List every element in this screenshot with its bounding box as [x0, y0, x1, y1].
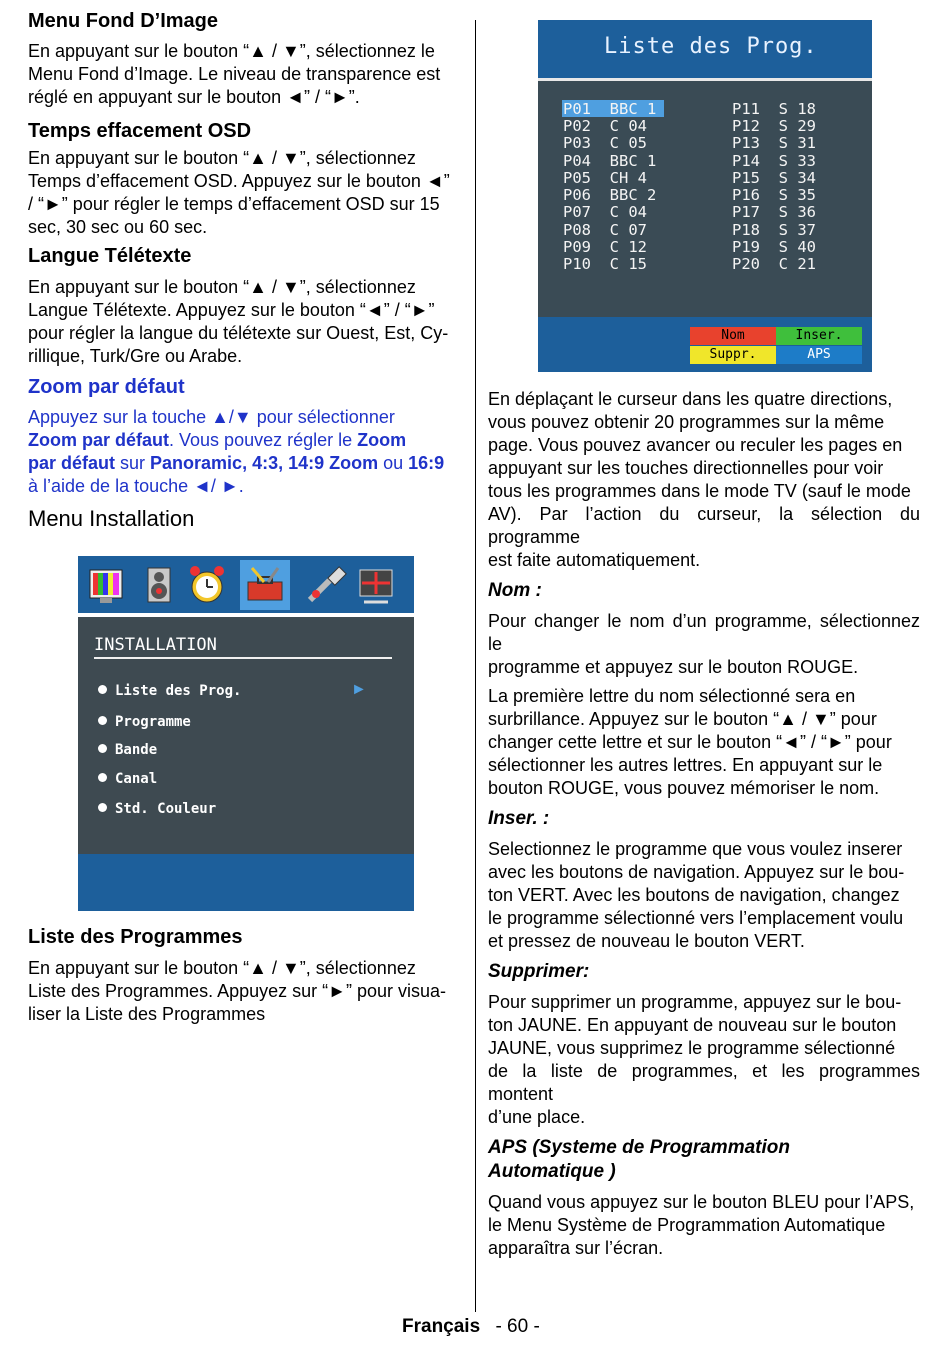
program-row[interactable]: P01 BBC 1 — [563, 100, 657, 118]
text-line: Langue Télétexte. Appuyez sur le bouton “◄” / “►” — [28, 300, 435, 320]
program-row[interactable]: P04 BBC 1 — [563, 152, 657, 170]
bullet-icon — [98, 803, 107, 812]
section-title-aps-2: Automatique ) — [488, 1161, 616, 1182]
text-line — [28, 429, 462, 452]
text-line: ton JAUNE. En appuyant de nouveau sur le bouton — [488, 1015, 897, 1035]
nom-button[interactable]: Nom — [690, 327, 776, 345]
text-line: Liste des Programmes. Appuyez sur “►” pour visua- — [28, 981, 446, 1001]
menu-item-programme[interactable] — [98, 714, 191, 730]
connector-icon[interactable] — [304, 562, 350, 608]
program-row[interactable]: P08 C 07 — [563, 221, 647, 239]
menu-footer-bar — [78, 854, 414, 911]
text-line: sec, 30 sec ou 60 sec. — [28, 217, 208, 237]
text-fragment: . Vous pouvez régler le — [169, 430, 358, 450]
text-line: Appuyez sur la touche ▲/▼ pour sélectionner — [28, 407, 395, 427]
program-row[interactable]: P14 S 33 — [732, 152, 816, 170]
text-line: surbrillance. Appuyez sur le bouton “▲ / ▼” pour — [488, 709, 877, 729]
text-line: Temps d’effacement OSD. Appuyez sur le bouton ◄” — [28, 171, 450, 191]
zoom-options: Panoramic, 4:3, 14:9 Zoom — [150, 453, 379, 473]
program-row[interactable]: P15 S 34 — [732, 169, 816, 187]
section-title-aps-1: APS (Systeme de Programmation — [488, 1137, 790, 1158]
text-line: de la liste de programmes, et les programmes montent — [488, 1061, 920, 1104]
bullet-icon — [98, 773, 107, 782]
program-row[interactable]: P10 C 15 — [563, 255, 647, 273]
program-row[interactable]: P02 C 04 — [563, 117, 647, 135]
text-line: réglé en appuyant sur le bouton ◄” / “►”. — [28, 87, 360, 107]
menu-item-bande[interactable] — [98, 742, 157, 758]
text-line: Selectionnez le programme que vous voulez inserer — [488, 839, 903, 859]
inser-paragraph — [488, 838, 920, 953]
text-line: pour régler la langue du télétexte sur Ouest, Est, Cy- — [28, 323, 449, 343]
tv-cross-icon[interactable] — [354, 562, 400, 608]
nom-paragraph-2 — [488, 685, 920, 800]
text-line: En appuyant sur le bouton “▲ / ▼”, sélectionnez — [28, 277, 416, 297]
text-line — [28, 452, 462, 475]
program-row[interactable]: P07 C 04 — [563, 203, 647, 221]
footer-page-number: - 60 - — [495, 1316, 540, 1337]
text-line: page. Vous pouvez avancer ou reculer les pages en — [488, 435, 903, 455]
text-fragment: ou — [378, 453, 409, 473]
menu-item-label: Canal — [115, 771, 158, 787]
text-line: le Menu Système de Programmation Automatique — [488, 1215, 886, 1235]
header-separator — [538, 78, 872, 81]
program-row[interactable]: P09 C 12 — [563, 238, 647, 256]
text-line: bouton ROUGE, vous pouvez mémoriser le nom. — [488, 778, 880, 798]
installation-icon-bar — [78, 556, 414, 613]
text-line: sélectionner les autres lettres. En appuyant sur le — [488, 755, 883, 775]
menu-item-label: Bande — [115, 742, 158, 758]
right-column-text — [488, 388, 920, 1260]
menu-item-liste-prog[interactable] — [98, 683, 241, 699]
text-line: Pour changer le nom d’un programme, sélectionnez le — [488, 611, 920, 654]
program-row[interactable]: P06 BBC 2 — [563, 186, 657, 204]
section-title-installation: Menu Installation — [28, 506, 195, 531]
program-row[interactable]: P16 S 35 — [732, 186, 816, 204]
zoom-term: Zoom — [357, 430, 407, 450]
section-title-menu-fond: Menu Fond D’Image — [28, 10, 218, 32]
program-row[interactable]: P12 S 29 — [732, 117, 816, 135]
zoom-option: 16:9 — [408, 453, 445, 473]
speaker-icon[interactable] — [136, 562, 182, 608]
nom-paragraph-1 — [488, 610, 920, 679]
text-line: est faite automatiquement. — [488, 550, 701, 570]
text-line: Pour supprimer un programme, appuyez sur le bou- — [488, 992, 902, 1012]
zoom-term: Zoom par défaut — [28, 430, 170, 450]
text-line: tous les programmes dans le mode TV (sauf le mode — [488, 481, 911, 501]
program-row[interactable]: P19 S 40 — [732, 238, 816, 256]
text-line: En appuyant sur le bouton “▲ / ▼”, sélectionnez — [28, 148, 416, 168]
text-line: / “►” pour régler le temps d’effacement OSD sur 15 — [28, 194, 440, 214]
text-line: apparaîtra sur l’écran. — [488, 1238, 664, 1258]
text-fragment: sur — [115, 453, 151, 473]
left-column — [28, 10, 462, 532]
inser-button[interactable]: Inser. — [776, 327, 862, 345]
menu-item-label: Std. Couleur — [115, 801, 217, 817]
intro-paragraph — [488, 388, 920, 572]
text-line: d’une place. — [488, 1107, 586, 1127]
program-row[interactable]: P17 S 36 — [732, 203, 816, 221]
section-title-supprimer: Supprimer: — [488, 961, 590, 982]
title-underline — [94, 657, 392, 659]
program-list-footer — [538, 317, 872, 372]
supprimer-paragraph — [488, 991, 920, 1129]
text-line: vous pouvez obtenir 20 programmes sur la même — [488, 412, 885, 432]
tv-color-icon[interactable] — [84, 562, 130, 608]
aps-button[interactable]: APS — [776, 346, 862, 364]
program-row[interactable]: P03 C 05 — [563, 134, 647, 152]
column-divider — [475, 20, 476, 1312]
arrow-right-icon: ► — [351, 681, 367, 698]
aps-paragraph — [488, 1191, 920, 1260]
text-line: En appuyant sur le bouton “▲ / ▼”, sélectionnez le — [28, 41, 435, 61]
bullet-icon — [98, 744, 107, 753]
menu-item-label: Programme — [115, 714, 191, 730]
text-line: JAUNE, vous supprimez le programme sélectionné — [488, 1038, 896, 1058]
installation-title: INSTALLATION — [94, 635, 217, 655]
text-line: programme et appuyez sur le bouton ROUGE. — [488, 657, 859, 677]
program-row[interactable]: P18 S 37 — [732, 221, 816, 239]
menu-item-canal[interactable] — [98, 771, 157, 787]
liste-programmes-section — [28, 926, 462, 1026]
program-row[interactable]: P13 S 31 — [732, 134, 816, 152]
program-list-title: Liste des Prog. — [604, 34, 818, 59]
text-line: avec les boutons de navigation. Appuyez sur le bou- — [488, 862, 905, 882]
section-title-zoom: Zoom par défaut — [28, 376, 185, 398]
suppr-button[interactable]: Suppr. — [690, 346, 776, 364]
program-row[interactable]: P11 S 18 — [732, 100, 816, 118]
text-line: Menu Fond d’Image. Le niveau de transparence est — [28, 64, 441, 84]
section-title-nom: Nom : — [488, 580, 542, 601]
text-line: le programme sélectionné vers l’emplacement voulu — [488, 908, 904, 928]
text-line: ton VERT. Avec les boutons de navigation, changez — [488, 885, 900, 905]
program-list-header — [538, 20, 872, 78]
section-title-osd: Temps effacement OSD — [28, 120, 252, 142]
menu-item-label: Liste des Prog. — [115, 683, 242, 699]
text-line: et pressez de nouveau le bouton VERT. — [488, 931, 805, 951]
section-title-inser: Inser. : — [488, 808, 550, 829]
program-row[interactable]: P20 C 21 — [732, 255, 816, 273]
text-line: appuyant sur les touches directionnelles pour voir — [488, 458, 884, 478]
text-line: rillique, Turk/Gre ou Arabe. — [28, 346, 243, 366]
bullet-icon — [98, 716, 107, 725]
program-row[interactable]: P05 CH 4 — [563, 169, 647, 187]
text-line: à l’aide de la touche ◄/ ►. — [28, 476, 244, 496]
section-title-liste: Liste des Programmes — [28, 926, 243, 948]
text-line: liser la Liste des Programmes — [28, 1004, 266, 1024]
alarm-clock-icon[interactable] — [184, 562, 230, 608]
toolbox-icon[interactable] — [242, 562, 288, 608]
footer-language: Français — [402, 1316, 481, 1337]
zoom-term: par défaut — [28, 453, 116, 473]
page-footer — [402, 1316, 540, 1338]
text-line: AV). Par l’action du curseur, la sélection du programme — [488, 504, 920, 547]
text-line: Quand vous appuyez sur le bouton BLEU pour l’APS, — [488, 1192, 915, 1212]
text-line: changer cette lettre et sur le bouton “◄” / “►” pour — [488, 732, 892, 752]
menu-item-std-couleur[interactable] — [98, 801, 216, 817]
text-line: En déplaçant le curseur dans les quatre directions, — [488, 389, 893, 409]
program-list-screen — [538, 20, 872, 372]
installation-menu — [78, 617, 414, 911]
bullet-icon — [98, 685, 107, 694]
text-line: La première lettre du nom sélectionné sera en — [488, 686, 856, 706]
text-line: En appuyant sur le bouton “▲ / ▼”, sélectionnez — [28, 958, 416, 978]
section-title-teletexte: Langue Télétexte — [28, 245, 192, 267]
